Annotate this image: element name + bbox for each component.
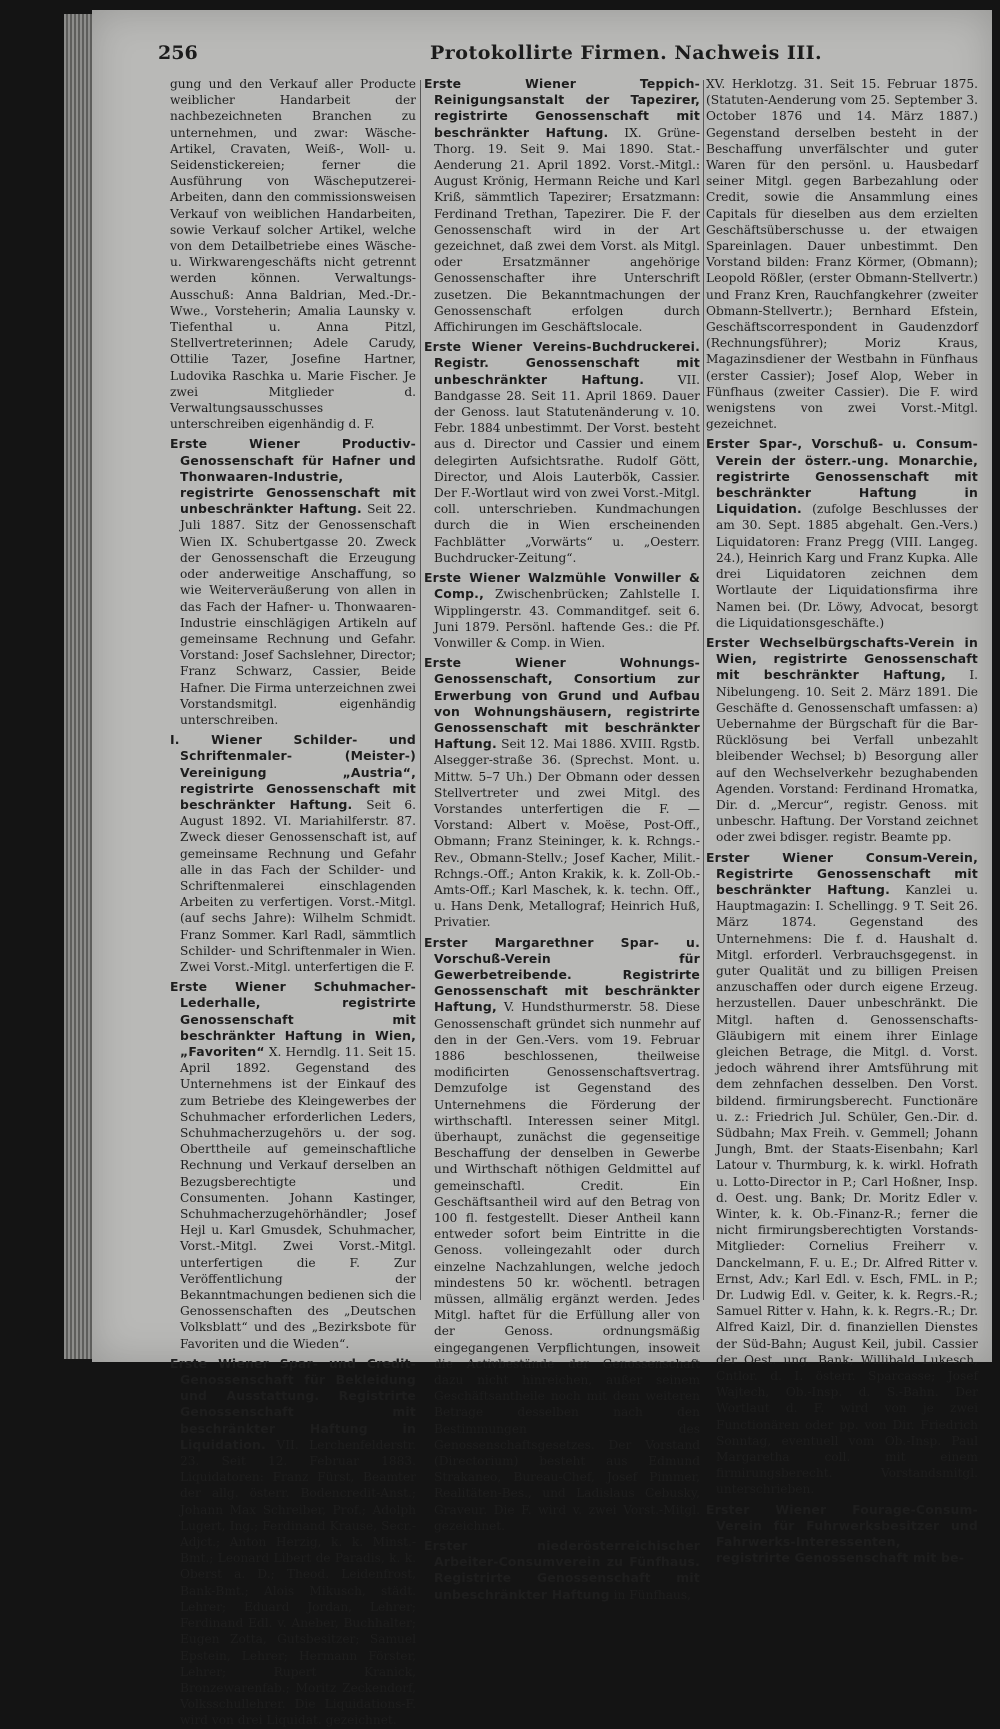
directory-entry: Erste Wiener Walzmühle Vonwiller & Comp., Zwischenbrücken; Zahlstelle I. Wipplingerstr. 43. Commanditgef. seit 6. Juni 1879. Persönl. haftende Ges.: die Pf. Vonwiller & Comp. in Wien.	[424, 570, 701, 650]
directory-entry: Erste Wiener Spar- und Credit-Genossenschaft für Bekleidung und Ausstattung. Registrirte Genossenschaft mit beschränkter Haftung in Liquidation. VII. Lerchenfelderstr. 23. Seit 12. Februar 1883. Liquidatoren: Franz Fürst, Beamter der allg. österr. Bodencredit-Anst.; Johann Max Schreiber, Prof.; Adolph Lugert, Ing.; Ferdinand Krause, Secr.-Adjct.; Anton Herzig, k. k. Minst.-Bmt.; Leonard Libert de Paradis, k. k. Oberst a. D.; Theod. Leidenfrost, Bank-Bmt.; Alois Mikusch, städt. Lehrer; Eduard Jordan, Lehrer; Ferdinand Edl. v. Aneber, Buchhalter; Eugen Zotta, Gutsbesitzer; Samuel Epstein, Lehrer; Hermann Förster, Lehrer; Rupert Kranick, Bronzewarenfab.; Moritz Zeckendorf, Volksschullehrer. Die Liquidations-F. wird von drei Liquidat. gezeichnet.	[170, 1355, 416, 1728]
directory-entry: Erste Wiener Vereins-Buchdruckerei. Registr. Genossenschaft mit unbeschränkter Haftung. VII. Bandgasse 28. Seit 11. April 1869. Dauer der Genoss. laut Statutenänderung v. 10. Febr. 1884 unbestimmt. Der Vorst. besteht aus d. Director und Cassier und einem delegirten Aufsichtsrathe. Rudolf Gött, Director, und Alois Lauterbök, Cassier. Der F.-Wortlaut wird von zwei Vorst.-Mitgl. coll. unterschrieben. Kundmachungen durch die in Wien erscheinenden Fachblätter „Vorwärts“ u. „Oesterr. Buchdrucker-Zeitung“.	[424, 339, 701, 565]
directory-entry: gung und den Verkauf aller Producte weiblicher Handarbeit der nachbezeichneten Branchen zu unternehmen, und zwar: Wäsche-Artikel, Cravaten, Weiß-, Woll- u. Seidenstickereien; ferner die Ausführung von Wäscheputzerei-Arbeiten, dann den commissionsweisen Verkauf von weiblichen Handarbeiten, sowie Verkauf solcher Artikel, welche von dem Detailbetriebe eines Wäsche- u. Wirkwarengeschäfts nicht getrennt werden können. Verwaltungs-Ausschuß: Anna Baldrian, Med.-Dr.-Wwe., Vorsteherin; Amalia Launsky v. Tiefenthal u. Anna Pitzl, Stellvertreterinnen; Adele Carudy, Ottilie Tazer, Josefine Hartner, Ludovika Raschka u. Marie Fischer. Je zwei Mitglieder d. Verwaltungsausschusses unterschreiben eigenhändig d. F.	[170, 77, 416, 432]
directory-entry: Erster Wiener Consum-Verein, Registrirte Genossenschaft mit beschränkter Haftung. Kanzlei u. Hauptmagazin: I. Schellingg. 9 T. Seit 26. März 1874. Gegenstand des Unternehmens: Die f. d. Haushalt d. Mitgl. erforderl. Verbrauchsgegenst. in guter Qualität und zu billigen Preisen anzuschaffen oder durch eigene Erzeug. herzustellen. Dauer unbeschränkt. Die Mitgl. haften d. Genossenschafts-Gläubigern mit einem ihrer Einlage gleichen Betrage, die Mitgl. d. Vorst. jedoch während ihrer Amtsführung mit dem zehnfachen desselben. Den Vorst. bildend. firmirungsberecht. Functionäre u. z.: Friedrich Jul. Schüler, Gen.-Dir. d. Südbahn; Max Freih. v. Gemmell; Johann Jungh, Bmt. der Staats-Eisenbahn; Karl Latour v. Thurmburg, k. k. wirkl. Hofrath u. Lotto-Director in P.; Carl Hoßner, Insp. d. Oest. ung. Bank; Dr. Moritz Edler v. Winter, k. k. Ob.-Finanz-R.; ferner die nicht firmirungsberechtigten Vorstands-Mitglieder: Cornelius Freiherr v. Danckelmann, F. u. E.; Dr. Alfred Ritter v. Ernst, Adv.; Karl Edl. v. Esch, FML. in P.; Dr. Ludwig Edl. v. Geiter, k. k. Regrs.-R.; Samuel Ritter v. Hahn, k. k. Regrs.-R.; Dr. Alfred Kaizl, Dir. d. finanziellen Dienstes der Süd-Bahn; August Keil, jubil. Cassier der Oest. ung. Bank; Willibald Lukesch, Cntlor. d. I. österr. Sparcasse; Josef Wajtech, Ob.-Insp. d. S.-Bahn. Der Wortlaut d. F. wird von je zwei Functionären oder pp. von Dir. Friedrich Sonntag, eventuell vom Ob.-Insp. Paul Margaretha coll. mit einem firmirungsberecht. Vorstandsmitgl. unterschrieben.	[706, 849, 978, 1497]
page-number: 256	[158, 42, 198, 64]
firm-name: Erster Wechselbürgschafts-Verein in Wien, registrirte Genossenschaft mit beschränkter Haftung,	[706, 634, 978, 683]
firm-name: Erste Wiener Wohnungs-Genossenschaft, Consortium zur Erwerbung von Grund und Aufbau von Wohnungshäusern, registrirte Genossenschaft mit beschränkter Haftung.	[424, 655, 700, 752]
firm-name: Erster Margarethner Spar- u. Vorschuß-Verein für Gewerbetreibende. Registrirte Genossenschaft mit beschränkter Haftung,	[424, 934, 700, 1015]
running-title: Protokollirte Firmen. Nachweis III.	[430, 42, 823, 64]
directory-entry: Erste Wiener Schuhmacher-Lederhalle, registrirte Genossenschaft mit beschränkter Haftung in Wien, „Favoriten“ X. Herndlg. 11. Seit 15. April 1892. Gegenstand des Unternehmens ist der Einkauf des zum Betriebe des Kleingewerbes der Schuhmacher erforderlichen Leders, Schuhmacherzugehörs u. der sog. Oberttheile auf gemeinschaftliche Rechnung und Verkauf derselben an Bezugsberechtigte und Consumenten. Johann Kastinger, Schuhmacherzugehörhändler; Josef Hejl u. Karl Gmusdek, Schuhmacher, Vorst.-Mitgl. Zwei Vorst.-Mitgl. unterfertigen die F. Zur Veröffentlichung der Bekanntmachungen bedienen sich die Genossenschaften des „Deutschen Volksblatt“ und des „Bezirksbote für Favoriten und die Wieden“.	[170, 979, 417, 1351]
firm-name: I. Wiener Schilder- und Schriftenmaler- (Meister-) Vereinigung „Austria“, registrirte Genossenschaft mit beschränkter Haftung.	[170, 732, 416, 812]
firm-name: Erste Wiener Productiv-Genossenschaft für Hafner und Thonwaaren-Industrie, registrirte Genossenschaft mit unbeschränkter Haftung.	[170, 436, 416, 517]
column-rule	[703, 80, 704, 1300]
directory-entry: Erster Wechselbürgschafts-Verein in Wien, registrirte Genossenschaft mit beschränkter Haftung, I. Nibelungeng. 10. Seit 2. März 1891. Die Geschäfte d. Genossenschaft umfassen: a) Uebernahme der Bürgschaft für die Bar-Rücklösung bei Verfall unbezahlt bleibender Wechsel; b) Besorgung aller auf den Wechselverkehr bezughabenden Agenden. Vorstand: Ferdinand Hromatka, Dir. d. „Mercur“, registr. Genoss. mit unbeschr. Haftung. Der Vorstand zeichnet oder zwei bdisger. registr. Beamte pp.	[706, 634, 979, 845]
directory-entry: Erster Spar-, Vorschuß- u. Consum-Verein der österr.-ung. Monarchie, registrirte Genossenschaft mit beschränkter Haftung in Liquidation. (zufolge Beschlusses der am 30. Sept. 1885 abgehalt. Gen.-Vers.) Liquidatoren: Franz Pregg (VIII. Langeg. 24.), Heinrich Karg und Franz Kupka. Alle drei Liquidatoren zeichnen dem Wortlaute der Liquidationsfirma ihre Namen bei. (Dr. Löwy, Advocat, besorgt die Liquidationsgeschäfte.)	[706, 436, 979, 630]
column-1	[170, 76, 417, 1728]
directory-entry: XV. Herklotzg. 31. Seit 15. Februar 1875. (Statuten-Aenderung vom 25. September 3. October 1876 und 14. März 1887.) Gegenstand derselben besteht in der Beschaffung unverfälschter und guter Waren für den persönl. u. Hausbedarf seiner Mitgl. gegen Barbezahlung oder Credit, sowie die Ansammlung eines Capitals für dieselben aus dem erzielten Geschäftsüberschusse u. der etwaigen Spareinlagen. Dauer unbestimmt. Den Vorstand bilden: Franz Körmer, (Obmann); Leopold Rößler, (erster Obmann-Stellvertr.) und Franz Kren, Rauchfangkehrer (zweiter Obmann-Stellvertr.); Bernhard Efstein, Geschäftscorrespondent in Gaudenzdorf (Rechnungsführer); Moriz Kraus, Magazinsdiener der Westbahn in Fünfhaus (erster Cassier); Josef Alop, Weber in Fünfhaus (zweiter Cassier). Die F. wird wenigstens von zwei Vorst.-Mitgl. gezeichnet.	[706, 77, 978, 432]
firm-name: Erster Wiener Consum-Verein, Registrirte Genossenschaft mit beschränkter Haftung.	[706, 849, 978, 897]
firm-name: Erste Wiener Walzmühle Vonwiller & Comp.,	[424, 570, 700, 602]
directory-entry: Erster Margarethner Spar- u. Vorschuß-Verein für Gewerbetreibende. Registrirte Genossenschaft mit beschränkter Haftung, V. Hundsthurmerstr. 58. Diese Genossenschaft gründet sich nunmehr auf den in der Gen.-Vers. vom 19. Februar 1886 beschlossenen, theilweise modificirten Genossenschaftsvertrag. Demzufolge ist Gegenstand des Unternehmens die Förderung der wirthschaftl. Interessen seiner Mitgl. überhaupt, zunächst die gegenseitige Beschaffung der denselben in Gewerbe und Wirthschaft nöthigen Geldmittel auf gemeinschaftl. Credit. Ein Geschäftsantheil wird auf den Betrag von 100 fl. festgestellt. Dieser Antheil kann entweder sofort beim Eintritte in die Genoss. volleingezahlt oder durch einzelne Nachzahlungen, welche jedoch mindestens 50 kr. wöchentl. betragen müssen, allmälig ergänzt werden. Jedes Mitgl. haftet für die Erfüllung aller von der Genoss. ordnungsmäßig eingegangenen Verpflichtungen, insoweit die Activbestände der Genossenschaft dazu nicht hinreichen, außer seinem Geschäftsantheile noch mit dem weiteren Betrage desselben nach den Bestimmungen des Genossenschaftsgesetzes. Der Vorstand (Directorium) besteht aus Edmund Strakaneo, Bureau-Chef, Josef Pimmer, Realitäten-Bes., und Ladislaus Cebusky, Graveur. Die F. wird v. zwei Vorst.-Mitgl. gezeichnet.	[424, 934, 700, 1533]
column-3	[706, 76, 979, 1566]
directory-entry: Erste Wiener Teppich-Reinigungsanstalt der Tapezirer, registrirte Genossenschaft mit beschränkter Haftung. IX. Grüne-Thorg. 19. Seit 9. Mai 1890. Stat.-Aenderung 21. April 1892. Vorst.-Mitgl.: August Krönig, Hermann Reiche und Karl Kriß, sämmtlich Tapezirer; Ersatzmann: Ferdinand Trethan, Tapezirer. Die F. der Genossenschaft wird in der Art gezeichnet, daß zwei dem Vorst. als Mitgl. oder Ersatzmänner angehörige Genossenschafter ihre Unterschrift zusetzen. Die Bekanntmachungen der Genossenschaft erfolgen durch Affichirungen im Geschäftslocale.	[424, 76, 700, 335]
directory-entry: Erste Wiener Wohnungs-Genossenschaft, Consortium zur Erwerbung von Grund und Aufbau von Wohnungshäusern, registrirte Genossenschaft mit beschränkter Haftung. Seit 12. Mai 1886. XVIII. Rgstb. Alsegger-straße 36. (Sprechst. Mont. u. Mittw. 5–7 Uh.) Der Obmann oder dessen Stellvertreter und zwei Mitgl. des Vorstandes unterfertigen die F. — Vorstand: Albert v. Moëse, Post-Off., Obmann; Franz Steininger, k. k. Rchngs.-Rev., Obmann-Stellv.; Josef Kacher, Milit.-Rchngs.-Off.; Anton Krakik, k. k. Zoll-Ob.-Amts-Off.; Karl Maschek, k. k. techn. Off., u. Hans Denk, Metallograf; Heinrich Huß, Privatier.	[424, 655, 701, 930]
directory-entry: Erste Wiener Productiv-Genossenschaft für Hafner und Thonwaaren-Industrie, registrirte Genossenschaft mit unbeschränkter Haftung. Seit 22. Juli 1887. Sitz der Genossenschaft Wien IX. Schubertgasse 20. Zweck der Genossenschaft die Erzeugung oder anderweitige Anschaffung, so wie Weiterveräußerung von allen in das Fach der Hafner- u. Thonwaaren-Industrie einschlägigen Artikeln auf gemeinsame Rechnung und Gefahr. Vorstand: Josef Sachslehner, Director; Franz Schwarz, Cassier, Beide Hafner. Die Firma unterzeichnen zwei Vorstandsmitgl. eigenhändig unterschreiben.	[170, 436, 416, 727]
firm-name: Erster Spar-, Vorschuß- u. Consum-Verein der österr.-ung. Monarchie, registrirte Genossenschaft mit beschränkter Haftung in Liquidation.	[706, 436, 978, 517]
column-2	[424, 76, 701, 1602]
page-edge	[64, 14, 94, 1359]
firm-name: Erster Wiener Fourage-Consum-Verein für Fuhrwerksbesitzer und Fahrwerks-Interessenten, registrirte Genossenschaft mit be-	[706, 1501, 978, 1566]
page-header	[112, 40, 992, 72]
column-rule	[420, 80, 421, 1300]
firm-name: Erste Wiener Spar- und Credit-Genossenschaft für Bekleidung und Ausstattung. Registrirte Genossenschaft mit beschränkter Haftung in Liquidation.	[170, 1355, 416, 1452]
directory-entry	[706, 1502, 978, 1567]
firm-name: Erste Wiener Teppich-Reinigungsanstalt der Tapezirer, registrirte Genossenschaft mit beschränkter Haftung.	[424, 76, 700, 140]
firm-name: Erste Wiener Schuhmacher-Lederhalle, registrirte Genossenschaft mit beschränkter Haftung in Wien, „Favoriten“	[170, 979, 416, 1059]
firm-name: Erste Wiener Vereins-Buchdruckerei. Registr. Genossenschaft mit unbeschränkter Haftung.	[424, 339, 700, 387]
firm-name: Erster niederösterreichischer Arbeiter-Consumverein zu Fünfhaus. Registrirte Genossenschaft mit unbeschränkter Haftung	[424, 1538, 700, 1602]
directory-entry: I. Wiener Schilder- und Schriftenmaler- (Meister-) Vereinigung „Austria“, registrirte Genossenschaft mit beschränkter Haftung. Seit 6. August 1892. VI. Mariahilferstr. 87. Zweck dieser Genossenschaft ist, auf gemeinsame Rechnung und Gefahr alle in das Fach der Schilder- und Schriftenmalerei einschlagenden Arbeiten zu verfertigen. Vorst.-Mitgl. (auf sechs Jahre): Wilhelm Schmidt. Franz Sommer. Karl Radl, sämmtlich Schilder- und Schriftenmaler in Wien. Zwei Vorst.-Mitgl. unterfertigen die F.	[170, 732, 417, 974]
directory-entry: Erster niederösterreichischer Arbeiter-Consumverein zu Fünfhaus. Registrirte Genossenschaft mit unbeschränkter Haftung in Fünfhaus,	[424, 1538, 700, 1602]
